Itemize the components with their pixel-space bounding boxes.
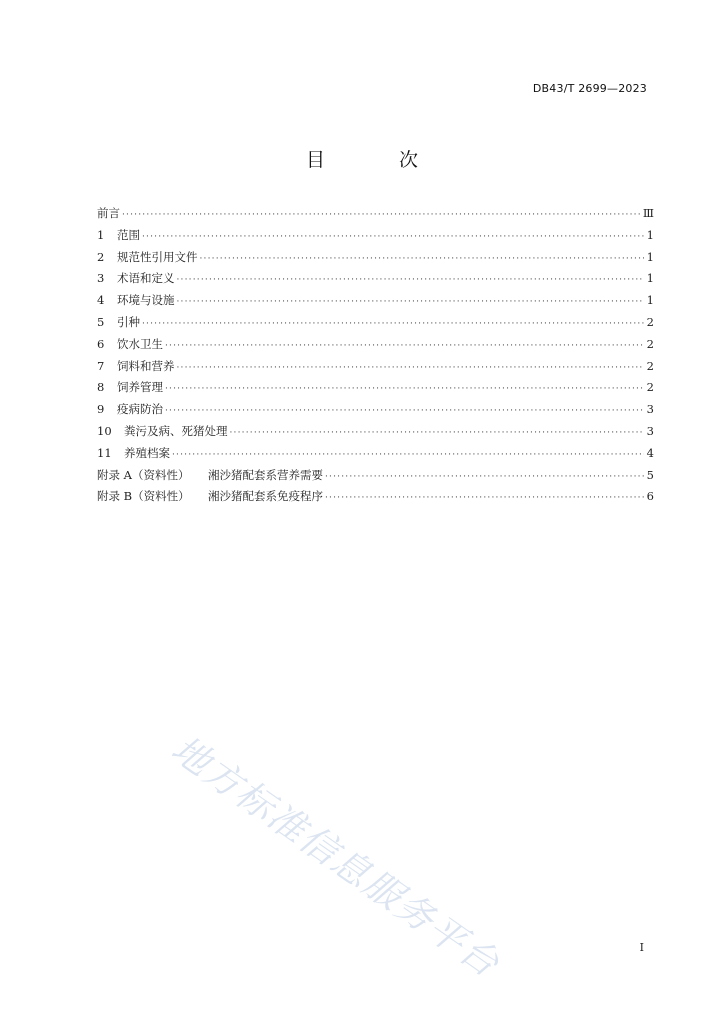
- toc-page-number: 2: [646, 336, 654, 351]
- toc-entry-label: 粪污及病、死猪处理: [124, 423, 228, 438]
- toc-leader-dots: [142, 227, 644, 249]
- toc-entry-foreword[interactable]: [97, 203, 654, 225]
- toc-entry-label: 湘沙猪配套系免疫程序: [208, 489, 323, 504]
- toc-entry-10[interactable]: [97, 421, 654, 443]
- watermark: 地方标准信息服务平台: [163, 727, 508, 987]
- toc-entry-number: 4: [97, 293, 105, 308]
- toc-entry-label: 养殖档案: [124, 445, 170, 460]
- toc-page-number: 6: [646, 489, 654, 504]
- toc-page-number: 3: [646, 402, 654, 417]
- toc-entry-label: 饲料和营养: [117, 358, 175, 373]
- toc-page-number: 1: [646, 293, 654, 308]
- toc-leader-dots: [177, 270, 645, 292]
- toc-entry-label: 环境与设施: [117, 293, 175, 308]
- toc-entry-number: 附录 B（资料性）: [97, 489, 190, 504]
- toc-entry-label: 前言: [97, 206, 120, 220]
- toc-entry-label: 湘沙猪配套系营养需要: [208, 467, 323, 482]
- toc-page-number: 1: [646, 227, 654, 242]
- toc-entry-number: 5: [97, 314, 105, 329]
- table-of-contents: [97, 203, 654, 508]
- toc-entry-label: 疫病防治: [117, 402, 163, 417]
- toc-leader-dots: [165, 401, 644, 423]
- toc-entry-number: 8: [97, 380, 105, 395]
- toc-entry-number: 附录 A（资料性）: [97, 467, 190, 482]
- toc-entry-number: 1: [97, 227, 105, 242]
- toc-entry-4[interactable]: [97, 290, 654, 312]
- toc-page-number: 1: [646, 271, 654, 286]
- toc-entry-11[interactable]: [97, 443, 654, 465]
- toc-page-number: Ⅲ: [642, 206, 654, 220]
- toc-leader-dots: [325, 467, 644, 489]
- toc-entry-2[interactable]: [97, 247, 654, 269]
- toc-entry-label: 饮水卫生: [117, 336, 163, 351]
- toc-entry-3[interactable]: [97, 268, 654, 290]
- toc-entry-label: 范围: [117, 227, 140, 242]
- toc-page-number: 1: [646, 249, 654, 264]
- toc-entry-label: 引种: [117, 314, 140, 329]
- toc-leader-dots: [165, 379, 644, 401]
- toc-entry-number: 3: [97, 271, 105, 286]
- standard-code: DB43/T 2699—2023: [532, 82, 647, 95]
- toc-page-number: 4: [646, 445, 654, 460]
- toc-page-number: 2: [646, 380, 654, 395]
- toc-entry-number: 9: [97, 402, 105, 417]
- toc-entry-5[interactable]: [97, 312, 654, 334]
- toc-entry-label: 饲养管理: [117, 380, 163, 395]
- toc-page-number: 2: [646, 358, 654, 373]
- toc-entry-number: 6: [97, 336, 105, 351]
- toc-entry-number: 11: [97, 445, 112, 460]
- toc-leader-dots: [142, 314, 644, 336]
- toc-leader-dots: [200, 249, 645, 271]
- toc-entry-label: 术语和定义: [117, 271, 175, 286]
- toc-leader-dots: [325, 488, 644, 510]
- toc-entry-appendix-b[interactable]: [97, 486, 654, 508]
- toc-entry-1[interactable]: [97, 225, 654, 247]
- toc-entry-number: 2: [97, 249, 105, 264]
- toc-leader-dots: [122, 205, 641, 227]
- toc-entry-number: 10: [97, 423, 112, 438]
- toc-leader-dots: [172, 445, 644, 467]
- toc-entry-appendix-a[interactable]: [97, 465, 654, 487]
- toc-page-number: 3: [646, 423, 654, 438]
- toc-entry-7[interactable]: [97, 356, 654, 378]
- toc-leader-dots: [177, 292, 645, 314]
- page-title: 目 次: [305, 149, 453, 171]
- toc-page-number: 5: [646, 467, 654, 482]
- toc-page-number: 2: [646, 314, 654, 329]
- toc-entry-label: 规范性引用文件: [117, 249, 198, 264]
- toc-leader-dots: [177, 358, 645, 380]
- toc-entry-6[interactable]: [97, 334, 654, 356]
- toc-entry-8[interactable]: [97, 377, 654, 399]
- page-number: I: [639, 941, 644, 954]
- toc-entry-9[interactable]: [97, 399, 654, 421]
- toc-leader-dots: [230, 423, 645, 445]
- toc-leader-dots: [165, 336, 644, 358]
- toc-entry-number: 7: [97, 358, 105, 373]
